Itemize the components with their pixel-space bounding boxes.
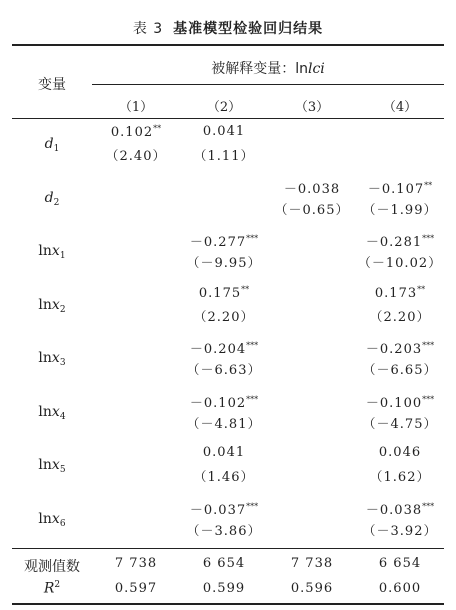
- significance-stars: ***: [246, 501, 259, 511]
- t-statistic: （2.20）: [369, 309, 431, 325]
- bottom-rule: [12, 603, 444, 605]
- coefficient-value: －0.038: [283, 181, 341, 197]
- obs-value-2: 6 654: [202, 556, 246, 571]
- coefficient-cell: [92, 124, 180, 140]
- row-label-ln: ln: [38, 457, 52, 473]
- coefficient-cell: [180, 231, 268, 250]
- table-number: 表 3: [132, 21, 164, 37]
- row-label-var: d: [44, 136, 54, 152]
- row-label-ln: ln: [38, 350, 52, 366]
- r2-value-2: 0.599: [202, 581, 246, 596]
- footer-rule: [12, 548, 444, 549]
- coefficient-value: 0.102: [110, 125, 154, 140]
- significance-stars: **: [417, 284, 426, 294]
- significance-stars: **: [241, 284, 250, 294]
- dependent-header-prefix: 被解释变量：ln: [211, 61, 308, 77]
- r2-label-letter: R: [43, 580, 55, 597]
- row-label-sub: 2: [53, 197, 60, 208]
- top-rule: [12, 44, 444, 46]
- coefficient-value: 0.041: [202, 445, 246, 460]
- row-label-var: x: [51, 510, 60, 527]
- t-statistic: （2.20）: [193, 309, 255, 325]
- row-label: [12, 511, 92, 529]
- t-statistic: （1.62）: [369, 470, 431, 485]
- header-bottom-rule: [12, 118, 444, 119]
- t-statistic: （－3.86）: [186, 523, 262, 539]
- t-statistic: （2.40）: [105, 149, 167, 164]
- row-label-var: x: [51, 457, 60, 473]
- significance-stars: ***: [246, 394, 259, 404]
- row-label: [12, 404, 92, 422]
- t-statistic: （－6.63）: [186, 363, 262, 378]
- column-header-1: （1）: [118, 100, 154, 115]
- significance-stars: ***: [422, 394, 435, 404]
- table-title: [0, 18, 456, 38]
- significance-stars: ***: [246, 341, 259, 350]
- coefficient-cell: [180, 124, 268, 139]
- column-header-2: （2）: [206, 100, 242, 115]
- coefficient-value: －0.277: [189, 235, 247, 250]
- coefficient-cell: [356, 178, 444, 197]
- significance-stars: ***: [422, 234, 435, 243]
- significance-stars: ***: [246, 234, 259, 243]
- significance-stars: ***: [422, 501, 435, 511]
- coefficient-cell: [356, 285, 444, 301]
- obs-value-3: 7 738: [290, 556, 334, 571]
- row-label: [12, 136, 92, 154]
- row-label-sub: 1: [59, 251, 66, 261]
- row-label: [12, 350, 92, 368]
- column-header-3: （3）: [294, 100, 330, 115]
- dependent-var: lci: [307, 61, 325, 77]
- row-label-ln: ln: [38, 403, 52, 420]
- row-label-var: x: [51, 350, 60, 366]
- coefficient-value: 0.041: [202, 124, 246, 139]
- significance-stars: **: [153, 124, 162, 133]
- t-statistic: （－1.99）: [362, 202, 438, 218]
- row-label-ln: ln: [38, 296, 52, 313]
- significance-stars: ***: [422, 341, 435, 350]
- coefficient-cell: [180, 392, 268, 411]
- row-label: [12, 190, 92, 208]
- t-statistic: （1.11）: [193, 149, 255, 164]
- row-label-ln: ln: [38, 243, 52, 259]
- t-statistic: （－0.65）: [274, 202, 350, 218]
- coefficient-value: 0.173: [374, 285, 418, 301]
- t-statistic: （－10.02）: [357, 256, 443, 271]
- significance-stars: **: [424, 180, 433, 190]
- column-header-4: （4）: [382, 100, 418, 115]
- table-title-text: 基准模型检验回归结果: [173, 21, 324, 37]
- row-label-sub: 5: [59, 465, 66, 475]
- r2-label: [12, 580, 92, 597]
- coefficient-value: －0.281: [365, 235, 423, 250]
- stub-header: 变量: [38, 77, 66, 93]
- dependent-variable-header: [92, 58, 444, 78]
- coefficient-cell: [356, 338, 444, 357]
- coefficient-cell: [180, 338, 268, 357]
- coefficient-cell: [356, 231, 444, 250]
- obs-value-1: 7 738: [114, 556, 158, 571]
- row-label-var: d: [44, 189, 54, 206]
- row-label-sub: 1: [53, 144, 60, 154]
- row-label: [12, 243, 92, 261]
- t-statistic: （－9.95）: [186, 256, 262, 271]
- coefficient-cell: [356, 392, 444, 411]
- coefficient-cell: [268, 178, 356, 197]
- coefficient-cell: [356, 445, 444, 460]
- coefficient-value: 0.046: [378, 445, 422, 460]
- row-label-sub: 6: [59, 518, 66, 529]
- coefficient-cell: [180, 285, 268, 301]
- row-label-sub: 3: [59, 358, 66, 368]
- r2-label-sup: 2: [54, 580, 61, 590]
- row-label: [12, 297, 92, 315]
- r2-value-4: 0.600: [378, 581, 422, 596]
- coefficient-value: 0.175: [198, 285, 242, 301]
- t-statistic: （－3.92）: [362, 523, 438, 539]
- r2-value-1: 0.597: [114, 581, 158, 596]
- t-statistic: （－4.75）: [362, 416, 438, 432]
- row-label-var: x: [51, 403, 60, 420]
- t-statistic: （－4.81）: [186, 416, 262, 432]
- row-label-sub: 4: [59, 411, 66, 422]
- coefficient-cell: [180, 445, 268, 460]
- coefficient-value: －0.204: [189, 342, 247, 357]
- coefficient-value: －0.107: [367, 181, 425, 197]
- t-statistic: （－6.65）: [362, 363, 438, 378]
- coefficient-value: －0.037: [189, 502, 247, 518]
- coefficient-value: －0.038: [365, 502, 423, 518]
- coefficient-cell: [180, 499, 268, 518]
- obs-label: 观测值数: [24, 559, 80, 575]
- row-label-ln: ln: [38, 510, 52, 527]
- coefficient-cell: [356, 499, 444, 518]
- row-label-var: x: [51, 296, 60, 313]
- obs-value-4: 6 654: [378, 556, 422, 571]
- row-label-var: x: [51, 243, 60, 259]
- coefficient-value: －0.100: [365, 395, 423, 411]
- t-statistic: （1.46）: [193, 470, 255, 485]
- r2-value-3: 0.596: [290, 581, 334, 596]
- coefficient-value: －0.203: [365, 342, 423, 357]
- header-mid-rule: [92, 84, 444, 85]
- row-label: [12, 457, 92, 475]
- row-label-sub: 2: [59, 304, 66, 315]
- coefficient-value: －0.102: [189, 395, 247, 411]
